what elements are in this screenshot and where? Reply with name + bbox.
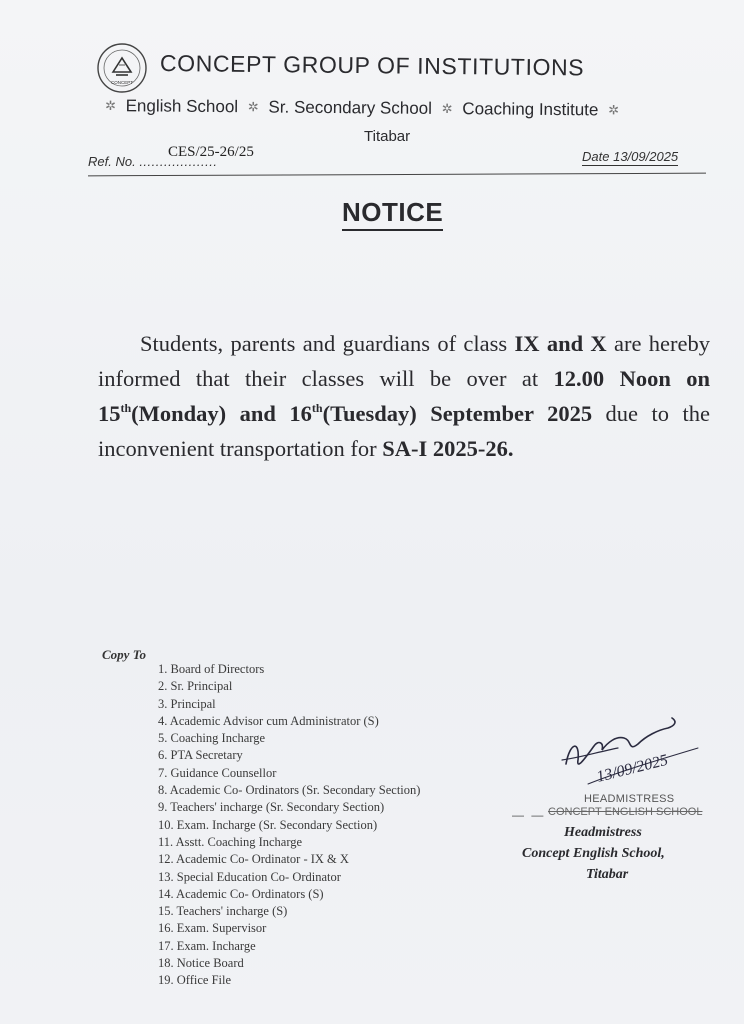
list-item: 13. Special Education Co- Ordinator	[158, 869, 341, 884]
copy-to-label: Copy To	[102, 647, 146, 662]
signatory-school: Concept English School,	[522, 846, 665, 861]
notice-date	[582, 149, 678, 166]
asterisk-icon: ✲	[441, 100, 453, 117]
date-value: 13/09/2025	[613, 149, 679, 164]
asterisk-icon: ✲	[104, 98, 116, 114]
organization-name: CONCEPT GROUP OF INSTITUTIONS	[159, 50, 585, 81]
body-text-3: due to the inconvenient transportation for	[98, 401, 711, 461]
list-item: 15. Teachers' incharge (S)	[158, 904, 288, 919]
handwritten-signature	[558, 702, 708, 788]
ref-dots: ...................	[139, 154, 218, 169]
list-item: 9. Teachers' incharge (Sr. Secondary Section)	[158, 800, 385, 815]
stamp-dash: — —	[512, 808, 546, 822]
header-divider	[88, 173, 706, 177]
list-item: 7. Guidance Counsellor	[158, 765, 277, 780]
body-classes: IX and X	[514, 331, 607, 356]
ordinal-suffix: th	[120, 401, 132, 415]
ref-label-text: Ref. No.	[88, 154, 136, 169]
list-item: 1. Board of Directors	[158, 662, 265, 676]
signatory-role: Headmistress	[564, 825, 642, 840]
list-item: 17. Exam. Incharge	[158, 938, 256, 953]
institution-units	[100, 96, 624, 121]
body-text-1: Students, parents and guardians of class	[140, 331, 515, 356]
body-exam-name: SA-I 2025-26.	[382, 436, 514, 461]
asterisk-icon: ✲	[247, 99, 259, 115]
list-item: 14. Academic Co- Ordinators (S)	[158, 886, 324, 901]
list-item: 6. PTA Secretary	[158, 748, 243, 763]
list-item: 19. Office File	[158, 973, 232, 988]
signatory-place: Titabar	[586, 867, 629, 882]
ordinal-suffix: th	[311, 401, 323, 415]
body-time-date-1: 12.00 Noon on 15	[98, 366, 710, 426]
asterisk-icon: ✲	[608, 102, 620, 118]
notice-title: NOTICE	[342, 197, 443, 231]
list-item: 2. Sr. Principal	[158, 679, 233, 694]
signature-date: 13/09/2025	[594, 751, 670, 786]
list-item: 4. Academic Advisor cum Administrator (S)	[158, 713, 379, 728]
list-item: 5. Coaching Incharge	[158, 731, 266, 746]
date-label: Date	[582, 149, 610, 164]
list-item: 12. Academic Co- Ordinator - IX & X	[158, 852, 349, 867]
unit-sr-secondary-school: Sr. Secondary School	[268, 97, 433, 118]
svg-text:CONCEPT: CONCEPT	[110, 80, 134, 85]
signatory-block	[522, 822, 702, 885]
copy-to-list	[158, 661, 420, 990]
body-text-2: are hereby informed that their classes will be over at	[98, 331, 711, 391]
list-item: 3. Principal	[158, 696, 216, 711]
list-item: 16. Exam. Supervisor	[158, 921, 267, 936]
reference-number: CES/25-26/25	[168, 144, 254, 160]
unit-coaching-institute: Coaching Institute	[462, 99, 599, 120]
stamp-title: HEADMISTRESS	[584, 793, 675, 805]
stamp-school: CONCEPT ENGLISH SCHOOL	[548, 806, 703, 818]
school-logo-icon	[96, 42, 148, 94]
list-item: 18. Notice Board	[158, 956, 244, 971]
body-date-2: (Monday) and 16	[131, 401, 312, 426]
notice-body	[98, 326, 710, 466]
list-item: 11. Asstt. Coaching Incharge	[158, 834, 303, 849]
unit-english-school: English School	[125, 96, 239, 117]
list-item: 8. Academic Co- Ordinators (Sr. Secondary Section)	[158, 783, 421, 798]
header-city: Titabar	[364, 128, 411, 145]
body-month-year: (Tuesday) September 2025	[322, 401, 593, 426]
list-item: 10. Exam. Incharge (Sr. Secondary Section)	[158, 817, 378, 832]
